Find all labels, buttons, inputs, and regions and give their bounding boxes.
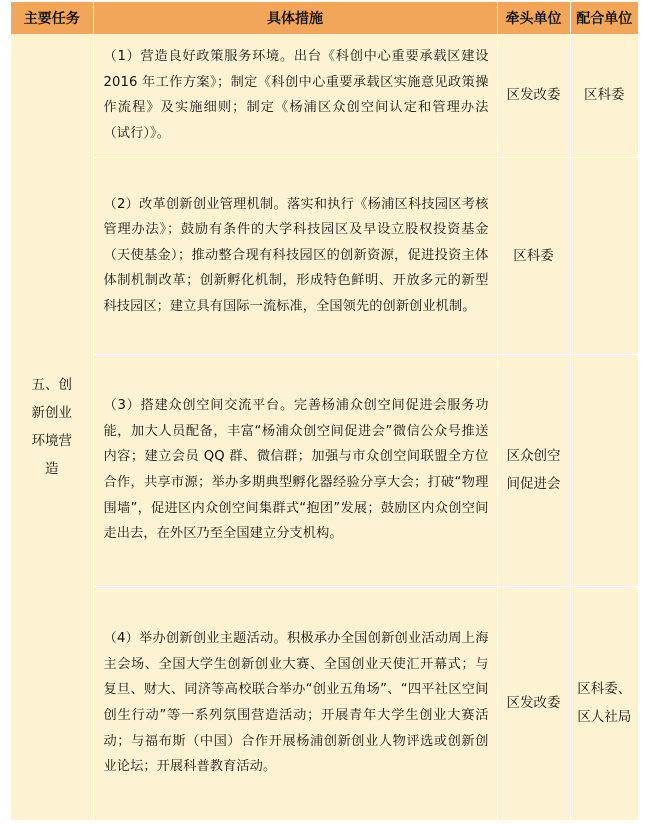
- task-table: [11, 2, 638, 821]
- header-row: [11, 2, 638, 34]
- lead-cell: 区众创空间促进会: [497, 354, 570, 586]
- support-cell: 区科委、区人社局: [570, 586, 638, 820]
- support-cell: 区科委: [570, 34, 638, 157]
- support-cell: [570, 354, 638, 586]
- header-measures: 具体措施: [93, 2, 497, 34]
- lead-cell: 区科委: [497, 157, 570, 354]
- measure-cell: （3）搭建众创空间交流平台。完善杨浦众创空间促进会服务功能，加大人员配备，丰富“杨浦众创空间促进会”微信公众号推送内容；建立会员 QQ 群、微信群；加强与市众创空间联盟全方位合作，共享市源；举办多期典型孵化器经验分享大会；打破“物理围墙”，促进区内众创空间集群式“抱团”发展；鼓励区内众创空间走出去，在外区乃至全国建立分支机构。: [93, 354, 497, 586]
- support-cell: [570, 157, 638, 354]
- header-lead: 牵头单位: [497, 2, 570, 34]
- header-task: 主要任务: [11, 2, 93, 34]
- task-table-wrapper: [11, 2, 638, 820]
- measure-cell: （2）改革创新创业管理机制。落实和执行《杨浦区科技园区考核管理办法》；鼓励有条件的大学科技园区及早设立股权投资基金（天使基金）；推动整合现有科技园区的创新资源，促进投资主体体制机制改革；创新孵化机制，形成特色鲜明、开放多元的新型科技园区；建立具有国际一流标准，全国领先的创新创业机制。: [93, 157, 497, 354]
- lead-cell: 区发改委: [497, 34, 570, 157]
- header-support: 配合单位: [570, 2, 638, 34]
- task-cell: 五、创新创业环境营造: [11, 34, 93, 820]
- table-row: [11, 354, 638, 586]
- table-row: [11, 586, 638, 820]
- table-row: [11, 157, 638, 354]
- measure-cell: （4）举办创新创业主题活动。积极承办全国创新创业活动周上海主会场、全国大学生创新创业大赛、全国创业天使汇开幕式；与复旦、财大、同济等高校联合举办“创业五角场”、“四平社区空间创生行动”等一系列氛围营造活动；开展青年大学生创业大赛活动；与福布斯（中国）合作开展杨浦创新创业人物评选或创新创业论坛；开展科普教育活动。: [93, 586, 497, 820]
- table-row: [11, 34, 638, 157]
- measure-cell: （1）营造良好政策服务环境。出台《科创中心重要承载区建设 2016 年工作方案》；制定《科创中心重要承载区实施意见政策操作流程》及实施细则；制定《杨浦区众创空间认定和管理办法（试行）》。: [93, 34, 497, 157]
- lead-cell: 区发改委: [497, 586, 570, 820]
